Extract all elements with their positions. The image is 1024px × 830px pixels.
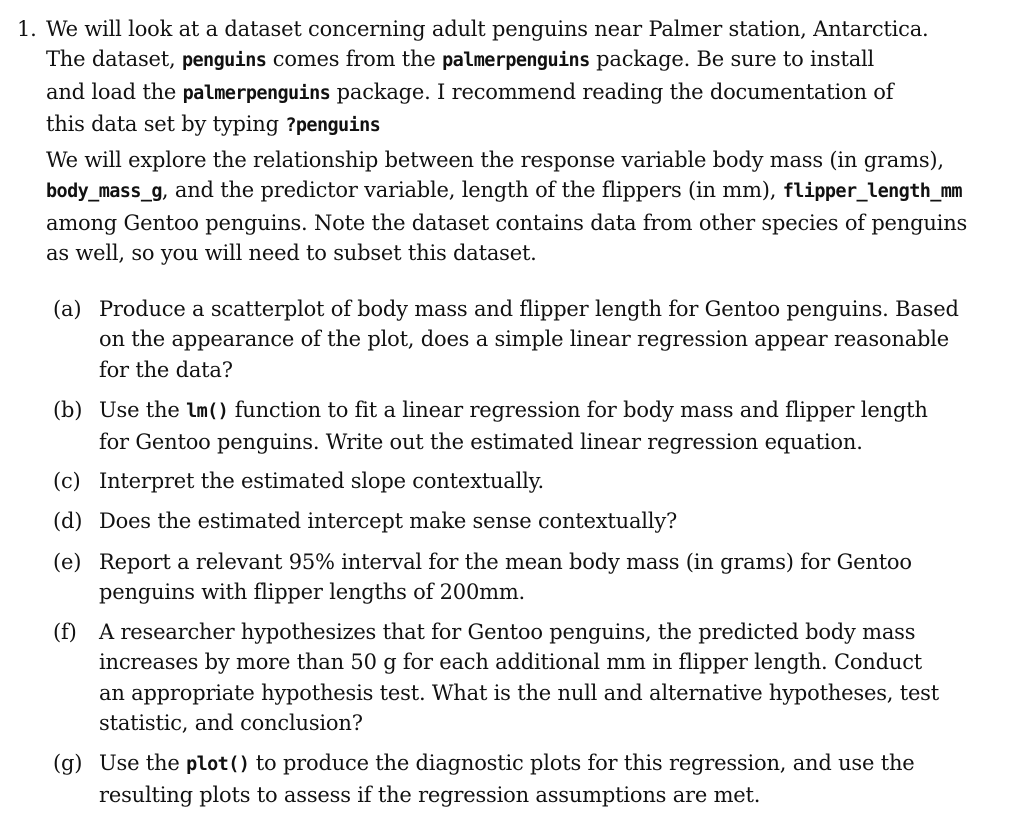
part-label: (f) [53, 620, 77, 644]
explore-line-3: among Gentoo penguins. Note the dataset contains data from other species of penguins [46, 210, 968, 235]
code-penguins: penguins [181, 50, 267, 72]
code-plot: plot() [186, 754, 250, 775]
code-flipper-length-mm: flipper_length_mm [782, 181, 962, 203]
code-palmerpenguins-2: palmerpenguins [182, 82, 331, 104]
part-label: (a) [53, 297, 82, 321]
part-label: (c) [53, 469, 81, 493]
explore-line-1: We will explore the relationship between the response variable body mass (in grams), [46, 148, 944, 172]
problem-page: 1. We will look at a dataset concerning adult penguins near Palmer station, Antarctica. The dataset, penguins comes from the palmerpenguins package. Be sure to install and load the palmerpenguins package. I recommend reading the documentation of this data set by typing ?penguins We will explore the relationship between the response variable body mass (in grams), body_mass_g, and the predictor variable, length of the flippers (in mm), flipper_length_mm among Gentoo penguins. Note the dataset contains data from other species of penguins as well, so you will need to subset this dataset. (a) Produce a scatterplot of body mass and flipper length for Gentoo penguins. Based on the appearance of the plot, does a simple linear regression appear reasonable for the data? (b) Use the lm() function to fit a linear regression for body mass and flipper length for Gentoo penguins. Write out the estimated linear regression equation. (c) Interpret the estimated slope contextually. (d) Does the estimated intercept make sense contextually? (e) Report a relevant 95% interval for the mean body mass (in grams) for Gentoo penguins with flipper lengths of 200mm. (f) A researcher hypothesizes that for Gentoo penguins, the predicted body mass increases by more than 50 g for each additional mm in flipper length. Conduct an appropriate hypothesis test. What is the null and alternative hypotheses, test statistic, and conclusion? (g) Use the plot() to produce the diagnostic plots for this regression, and use the resulting plots to assess if the regression assumptions are met. [0, 0, 1024, 830]
intro-line-3: and load the palmerpenguins package. I recommend reading the documentation of [46, 79, 894, 104]
explore-paragraph [46, 145, 1021, 268]
intro-line-4: this data set by typing ?penguins [46, 111, 381, 136]
code-help-penguins: ?penguins [285, 114, 381, 136]
part-label: (g) [53, 751, 83, 775]
explore-line-2: body_mass_g, and the predictor variable, length of the flippers (in mm), flipper_length_mm [46, 178, 962, 203]
problem-number: 1. [17, 17, 37, 41]
intro-line-2: The dataset, penguins comes from the palmerpenguins package. Be sure to install [46, 47, 875, 72]
code-body-mass-g: body_mass_g [46, 181, 162, 203]
intro-line-1: We will look at a dataset concerning adult penguins near Palmer station, Antarctica. [46, 17, 929, 41]
intro-paragraph [46, 14, 1021, 141]
part-label: (b) [53, 398, 83, 422]
code-palmerpenguins: palmerpenguins [442, 50, 590, 72]
part-label: (d) [53, 509, 83, 533]
explore-line-4: as well, so you will need to subset this dataset. [46, 240, 537, 265]
code-lm: lm() [186, 401, 229, 422]
part-label: (e) [53, 550, 82, 574]
